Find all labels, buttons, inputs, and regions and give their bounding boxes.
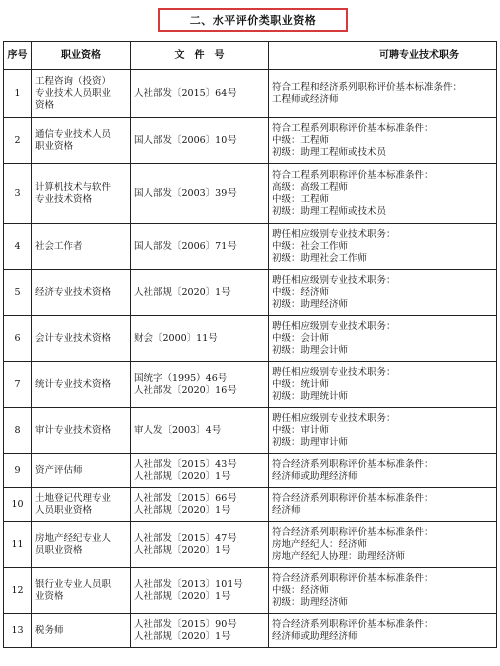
cell-qualification bbox=[32, 270, 131, 316]
row-number: 9 bbox=[4, 454, 32, 488]
jobs-line: 符合经济系列职称评价基本标准条件： bbox=[272, 458, 434, 470]
cell-qualification bbox=[32, 454, 131, 488]
cell-qualification bbox=[32, 70, 131, 118]
header-document: 文 件 号 bbox=[131, 42, 269, 70]
jobs-line: 符合经济系列职称评价基本标准条件： bbox=[272, 572, 434, 584]
jobs-line: 初级：助理经济师 bbox=[272, 596, 349, 608]
jobs-line: 符合工程系列职称评价基本标准条件： bbox=[272, 122, 434, 134]
qualification-line: 社会工作者 bbox=[35, 240, 83, 252]
row-number: 3 bbox=[4, 164, 32, 224]
jobs-line: 初级：助理工程师或技术员 bbox=[272, 146, 387, 158]
table-row bbox=[4, 224, 497, 270]
cell-jobs bbox=[269, 70, 497, 118]
cell-qualification bbox=[32, 488, 131, 522]
document-line: 人社部发〔2015〕66号 bbox=[134, 492, 237, 504]
document-line: 审人发〔2003〕4号 bbox=[134, 424, 222, 436]
cell-jobs bbox=[269, 568, 497, 614]
jobs-line: 初级：助理统计师 bbox=[272, 390, 349, 402]
qualification-line: 银行业专业人员职 bbox=[35, 578, 112, 590]
qualification-line: 会计专业技术资格 bbox=[35, 332, 112, 344]
row-number: 8 bbox=[4, 408, 32, 454]
header-no: 序号 bbox=[4, 42, 32, 70]
section-title: 二、水平评价类职业资格 bbox=[189, 14, 317, 27]
cell-jobs bbox=[269, 270, 497, 316]
document-line: 人社部发〔2015〕43号 bbox=[134, 458, 237, 470]
jobs-line: 初级：助理工程师或技术员 bbox=[272, 205, 387, 217]
jobs-line: 符合工程系列职称评价基本标准条件： bbox=[272, 169, 434, 181]
jobs-line: 聘任相应级别专业技术职务： bbox=[272, 320, 396, 332]
section-title-box bbox=[158, 8, 348, 32]
qualification-line: 土地登记代理专业 bbox=[35, 492, 112, 504]
table-row bbox=[4, 408, 497, 454]
document-line: 国人部发〔2006〕71号 bbox=[134, 240, 237, 252]
cell-document bbox=[131, 488, 269, 522]
table-row bbox=[4, 568, 497, 614]
jobs-line: 中级：经济师 bbox=[272, 286, 330, 298]
table-row bbox=[4, 270, 497, 316]
document-line: 人社部规〔2020〕1号 bbox=[134, 504, 231, 516]
cell-qualification bbox=[32, 568, 131, 614]
qualification-line: 经济专业技术资格 bbox=[35, 286, 112, 298]
cell-jobs bbox=[269, 118, 497, 164]
row-number: 13 bbox=[4, 614, 32, 648]
qualification-line: 税务师 bbox=[35, 624, 64, 636]
jobs-line: 中级：经济师 bbox=[272, 584, 330, 596]
qualification-line: 资产评估师 bbox=[35, 464, 83, 476]
table-row bbox=[4, 614, 497, 648]
cell-jobs bbox=[269, 488, 497, 522]
qualification-line: 房地产经纪专业人 bbox=[35, 532, 112, 544]
row-number: 10 bbox=[4, 488, 32, 522]
cell-jobs bbox=[269, 614, 497, 648]
table-body bbox=[4, 70, 497, 648]
table-row bbox=[4, 164, 497, 224]
cell-document bbox=[131, 568, 269, 614]
jobs-line: 初级：助理经济师 bbox=[272, 298, 349, 310]
row-number: 2 bbox=[4, 118, 32, 164]
jobs-line: 中级：社会工作师 bbox=[272, 240, 349, 252]
table-row bbox=[4, 522, 497, 568]
qualification-line: 审计专业技术资格 bbox=[35, 424, 112, 436]
document-line: 国人部发〔2006〕10号 bbox=[134, 134, 237, 146]
qualification-line: 业资格 bbox=[35, 590, 64, 602]
cell-document bbox=[131, 224, 269, 270]
document-line: 人社部规〔2020〕1号 bbox=[134, 590, 231, 602]
jobs-line: 中级：工程师 bbox=[272, 134, 330, 146]
jobs-line: 经济师或助理经济师 bbox=[272, 630, 358, 642]
jobs-line: 初级：助理审计师 bbox=[272, 436, 349, 448]
jobs-line: 中级：工程师 bbox=[272, 193, 330, 205]
cell-qualification bbox=[32, 118, 131, 164]
document-line: 人社部发〔2015〕90号 bbox=[134, 618, 237, 630]
jobs-line: 中级：统计师 bbox=[272, 378, 330, 390]
jobs-line: 房地产经纪人协理：助理经济师 bbox=[272, 550, 406, 562]
jobs-line: 中级：审计师 bbox=[272, 424, 330, 436]
cell-document bbox=[131, 118, 269, 164]
cell-qualification bbox=[32, 224, 131, 270]
jobs-line: 房地产经纪人：经济师 bbox=[272, 538, 368, 550]
cell-qualification bbox=[32, 522, 131, 568]
qualification-line: 职业资格 bbox=[35, 140, 74, 152]
jobs-line: 经济师或助理经济师 bbox=[272, 470, 358, 482]
qualification-line: 人员职业资格 bbox=[35, 504, 93, 516]
document-line: 财会〔2000〕11号 bbox=[134, 332, 218, 344]
cell-document bbox=[131, 164, 269, 224]
header-jobs: 可聘专业技术职务 bbox=[269, 42, 497, 70]
table-row bbox=[4, 362, 497, 408]
qualification-line: 专业技术人员职业 bbox=[35, 87, 112, 99]
document-line: 人社部发〔2013〕101号 bbox=[134, 578, 243, 590]
cell-document bbox=[131, 614, 269, 648]
jobs-line: 聘任相应级别专业技术职务： bbox=[272, 274, 396, 286]
cell-qualification bbox=[32, 362, 131, 408]
jobs-line: 初级：助理会计师 bbox=[272, 344, 349, 356]
cell-jobs bbox=[269, 316, 497, 362]
jobs-line: 聘任相应级别专业技术职务： bbox=[272, 228, 396, 240]
qualification-line: 专业技术资格 bbox=[35, 193, 93, 205]
cell-jobs bbox=[269, 408, 497, 454]
document-line: 人社部发〔2020〕16号 bbox=[134, 384, 237, 396]
cell-document bbox=[131, 522, 269, 568]
qualification-line: 工程咨询（投资） bbox=[35, 75, 112, 87]
document-line: 国人部发〔2003〕39号 bbox=[134, 187, 237, 199]
cell-jobs bbox=[269, 454, 497, 488]
cell-document bbox=[131, 316, 269, 362]
jobs-line: 初级：助理社会工作师 bbox=[272, 252, 368, 264]
document-line: 人社部发〔2015〕64号 bbox=[134, 87, 237, 99]
qualification-line: 资格 bbox=[35, 99, 55, 111]
qualification-line: 通信专业技术人员 bbox=[35, 128, 112, 140]
document-line: 人社部规〔2020〕1号 bbox=[134, 286, 231, 298]
qualification-table bbox=[3, 41, 497, 648]
cell-document bbox=[131, 454, 269, 488]
cell-jobs bbox=[269, 522, 497, 568]
table-row bbox=[4, 118, 497, 164]
row-number: 7 bbox=[4, 362, 32, 408]
cell-jobs bbox=[269, 224, 497, 270]
cell-qualification bbox=[32, 316, 131, 362]
document-line: 国统字（1995）46号 bbox=[134, 372, 228, 384]
cell-document bbox=[131, 408, 269, 454]
row-number: 4 bbox=[4, 224, 32, 270]
document-line: 人社部规〔2020〕1号 bbox=[134, 630, 231, 642]
table-row bbox=[4, 70, 497, 118]
jobs-line: 中级：会计师 bbox=[272, 332, 330, 344]
qualification-line: 统计专业技术资格 bbox=[35, 378, 112, 390]
document-line: 人社部规〔2020〕1号 bbox=[134, 470, 231, 482]
cell-qualification bbox=[32, 408, 131, 454]
cell-jobs bbox=[269, 164, 497, 224]
cell-document bbox=[131, 362, 269, 408]
table-header-row bbox=[4, 42, 497, 70]
row-number: 11 bbox=[4, 522, 32, 568]
jobs-line: 符合经济系列职称评价基本标准条件： bbox=[272, 492, 434, 504]
row-number: 12 bbox=[4, 568, 32, 614]
jobs-line: 符合经济系列职称评价基本标准条件： bbox=[272, 526, 434, 538]
table-row bbox=[4, 488, 497, 522]
row-number: 5 bbox=[4, 270, 32, 316]
document-line: 人社部发〔2015〕47号 bbox=[134, 532, 237, 544]
qualification-line: 员职业资格 bbox=[35, 544, 83, 556]
jobs-line: 符合经济系列职称评价基本标准条件： bbox=[272, 618, 434, 630]
cell-jobs bbox=[269, 362, 497, 408]
table-row bbox=[4, 316, 497, 362]
jobs-line: 高级：高级工程师 bbox=[272, 181, 349, 193]
jobs-line: 聘任相应级别专业技术职务： bbox=[272, 366, 396, 378]
jobs-line: 工程师或经济师 bbox=[272, 93, 339, 105]
cell-qualification bbox=[32, 164, 131, 224]
header-qualification: 职业资格 bbox=[32, 42, 131, 70]
row-number: 1 bbox=[4, 70, 32, 118]
cell-qualification bbox=[32, 614, 131, 648]
document-line: 人社部规〔2020〕1号 bbox=[134, 544, 231, 556]
row-number: 6 bbox=[4, 316, 32, 362]
jobs-line: 聘任相应级别专业技术职务： bbox=[272, 412, 396, 424]
qualification-line: 计算机技术与软件 bbox=[35, 181, 112, 193]
cell-document bbox=[131, 270, 269, 316]
jobs-line: 经济师 bbox=[272, 504, 301, 516]
jobs-line: 符合工程和经济系列职称评价基本标准条件： bbox=[272, 81, 463, 93]
table-row bbox=[4, 454, 497, 488]
cell-document bbox=[131, 70, 269, 118]
